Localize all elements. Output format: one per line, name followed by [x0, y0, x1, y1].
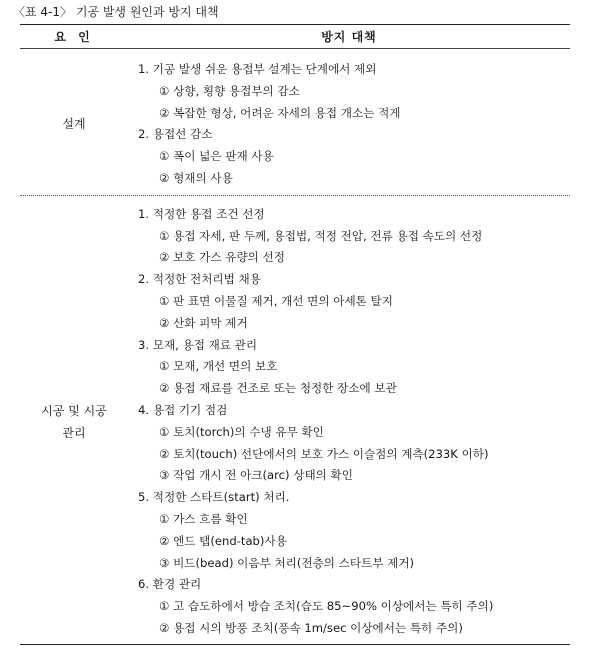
factor-label: 시공 및 시공 관리: [41, 403, 107, 440]
plan-item-title: 5. 적정한 스타트(start) 처리.: [138, 490, 290, 505]
plan-sub-item: ① 고 습도하에서 방습 조치(습도 85~90% 이상에서는 특히 주의): [159, 599, 494, 614]
table-bottom-rule: [20, 644, 570, 645]
section-design: [20, 49, 570, 195]
plan-sub-item: ③ 작업 개시 전 아크(arc) 상태의 확인: [159, 468, 353, 483]
plan-sub-item: ② 보호 가스 유량의 선정: [159, 250, 285, 265]
plan-sub-item: ② 엔드 탭(end-tab)사용: [159, 533, 287, 548]
plan-item-title: 6. 환경 관리: [138, 577, 202, 592]
plan-sub-item: ① 폭이 넓은 판재 사용: [159, 149, 274, 164]
header-factor: 요 인: [54, 30, 94, 44]
table-caption: 〈표 4-1〉 기공 발생 원인과 방지 대책: [13, 5, 219, 19]
plan-sub-item: ② 용접 재료를 건조로 또는 청정한 장소에 보관: [159, 381, 397, 396]
plan-item-title: 2. 적정한 전처리법 채용: [138, 272, 261, 287]
countermeasure-table: [20, 24, 570, 645]
plan-sub-item: ② 산화 피막 제거: [159, 315, 248, 330]
plan-sub-item: ① 토치(torch)의 수냉 유무 확인: [159, 424, 324, 439]
table-header-row: [20, 25, 570, 48]
plan-sub-item: ① 가스 흐름 확인: [159, 511, 248, 526]
plan-item-title: 3. 모재, 용접 재료 관리: [138, 337, 258, 352]
plan-item-title: 4. 용접 기기 점검: [138, 402, 228, 417]
plan-sub-item: ② 복잡한 형상, 어려운 자세의 용접 개소는 적게: [159, 105, 401, 120]
plan-sub-item: ① 판 표면 이물질 제거, 개선 면의 아세톤 탈지: [159, 293, 393, 308]
plan-cell: [128, 59, 570, 190]
plan-cell: [128, 204, 570, 640]
plan-sub-item: ① 용접 자세, 판 두께, 용접법, 적정 전압, 전류 용접 속도의 선정: [159, 228, 483, 243]
plan-item-title: 1. 적정한 용접 조건 선정: [138, 206, 265, 221]
factor-cell: [20, 204, 128, 640]
plan-item-title: 2. 용접선 감소: [138, 127, 213, 142]
section-construction: [20, 196, 570, 644]
factor-label: 설계: [62, 117, 86, 132]
plan-sub-item: ① 모재, 개선 면의 보호: [159, 359, 278, 374]
plan-sub-item: ② 형재의 사용: [159, 170, 233, 185]
header-plan: 방지 대책: [321, 30, 377, 44]
plan-sub-item: ① 상향, 횡향 용접부의 감소: [159, 83, 300, 98]
factor-cell: [20, 59, 128, 190]
plan-sub-item: ③ 비드(bead) 이음부 처리(전층의 스타트부 제거): [159, 555, 415, 570]
plan-item-title: 1. 기공 발생 쉬운 용접부 설계는 단계에서 제외: [138, 62, 377, 76]
plan-sub-item: ② 토치(touch) 선단에서의 보호 가스 이슬점의 계측(233K 이하): [159, 446, 489, 461]
plan-sub-item: ② 용접 시의 방풍 조치(풍속 1m/sec 이상에서는 특히 주의): [159, 620, 463, 635]
